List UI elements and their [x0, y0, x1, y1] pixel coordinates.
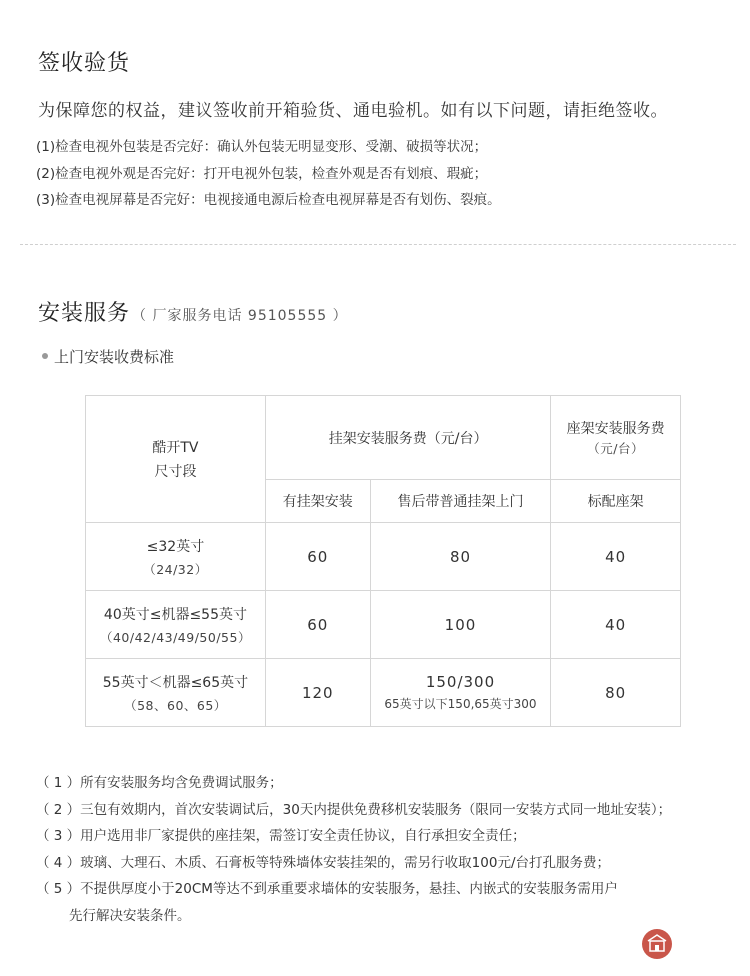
row-stand: 40: [551, 523, 681, 591]
row-wall2-value: 150/300: [425, 673, 496, 691]
inspection-item: (3)检查电视屏幕是否完好：电视接通电源后检查电视屏幕是否有划伤、裂痕。: [36, 192, 501, 208]
table-row: [86, 659, 681, 727]
inspection-title: [38, 46, 130, 77]
installation-title-text: 安装服务: [38, 301, 131, 326]
row-size-models: （24/32）: [143, 561, 208, 577]
row-size-models: （58、60、65）: [124, 697, 227, 713]
inspection-intro: 为保障您的权益，建议签收前开箱验货、通电验机。如有以下问题，请拒绝签收。: [38, 101, 668, 121]
row-size-models: （40/42/43/49/50/55）: [99, 629, 251, 645]
note-item: （ 5 ）不提供厚度小于20CM等达不到承重要求墙体的安装服务，悬挂、内嵌式的安装服务需用户: [36, 881, 618, 897]
row-wall2: 100: [370, 591, 551, 659]
installation-title: [38, 296, 348, 327]
row-wall2: 80: [370, 523, 551, 591]
row-size-label: 55英寸＜机器≤65英寸: [102, 674, 249, 691]
row-wall1: 60: [265, 591, 370, 659]
header-size: [86, 396, 266, 523]
subheader-stand: 标配座架: [551, 480, 681, 523]
bullet-icon: [42, 353, 48, 359]
row-size: [86, 659, 266, 727]
row-wall1: 120: [265, 659, 370, 727]
header-stand-line1: 座架安装服务费: [566, 421, 665, 437]
inspection-item: (2)检查电视外观是否完好：打开电视外包装，检查外观是否有划痕、瑕疵；: [36, 165, 488, 182]
brand-logo-svg: [642, 929, 672, 959]
table-row: [86, 523, 681, 591]
fee-standard-label: [42, 346, 174, 367]
note-item: （ 4 ）玻璃、大理石、木质、石膏板等特殊墙体安装挂架的，需另行收取100元/台打孔服务费；: [36, 854, 610, 871]
row-size-label: ≤32英寸: [146, 538, 205, 555]
header-wall: 挂架安装服务费（元/台）: [265, 396, 550, 480]
fee-table: [85, 395, 681, 727]
row-size: [86, 523, 266, 591]
header-size-line1: 酷开TV: [152, 440, 199, 456]
header-size-line2: 尺寸段: [154, 464, 197, 480]
subheader-wall2: 售后带普通挂架上门: [370, 480, 551, 523]
row-wall2: [370, 659, 551, 727]
fee-standard-text: 上门安装收费标准: [54, 348, 175, 366]
note-item: （ 3 ）用户选用非厂家提供的座挂架，需签订安全责任协议，自行承担安全责任；: [36, 828, 526, 844]
row-stand: 40: [551, 591, 681, 659]
row-wall1: 60: [265, 523, 370, 591]
installation-notes: [36, 770, 671, 929]
inspection-list: [36, 134, 501, 214]
header-stand: [551, 396, 681, 480]
inspection-item: (1)检查电视外包装是否完好：确认外包装无明显变形、受潮、破损等状况；: [36, 139, 488, 155]
note-item: （ 1 ）所有安装服务均含免费调试服务；: [36, 775, 283, 791]
installation-phone: （ 厂家服务电话 95105555 ）: [132, 308, 348, 324]
brand-logo-icon: [642, 929, 672, 959]
note-item-continuation: 先行解决安装条件。: [69, 907, 191, 924]
table-row: [86, 591, 681, 659]
inspection-title-text: 签收验货: [38, 51, 131, 76]
row-wall2-note: 65英寸以下150,65英寸300: [384, 697, 537, 711]
subheader-wall1: 有挂架安装: [265, 480, 370, 523]
table-header-row: [86, 396, 681, 480]
header-stand-line2: （元/台）: [587, 441, 645, 456]
section-divider: [20, 244, 736, 245]
row-size: [86, 591, 266, 659]
note-item: （ 2 ）三包有效期内，首次安装调试后，30天内提供免费移机安装服务（限同一安装方式同一地址安装）；: [36, 801, 672, 818]
row-size-label: 40英寸≤机器≤55英寸: [103, 606, 247, 623]
row-stand: 80: [551, 659, 681, 727]
